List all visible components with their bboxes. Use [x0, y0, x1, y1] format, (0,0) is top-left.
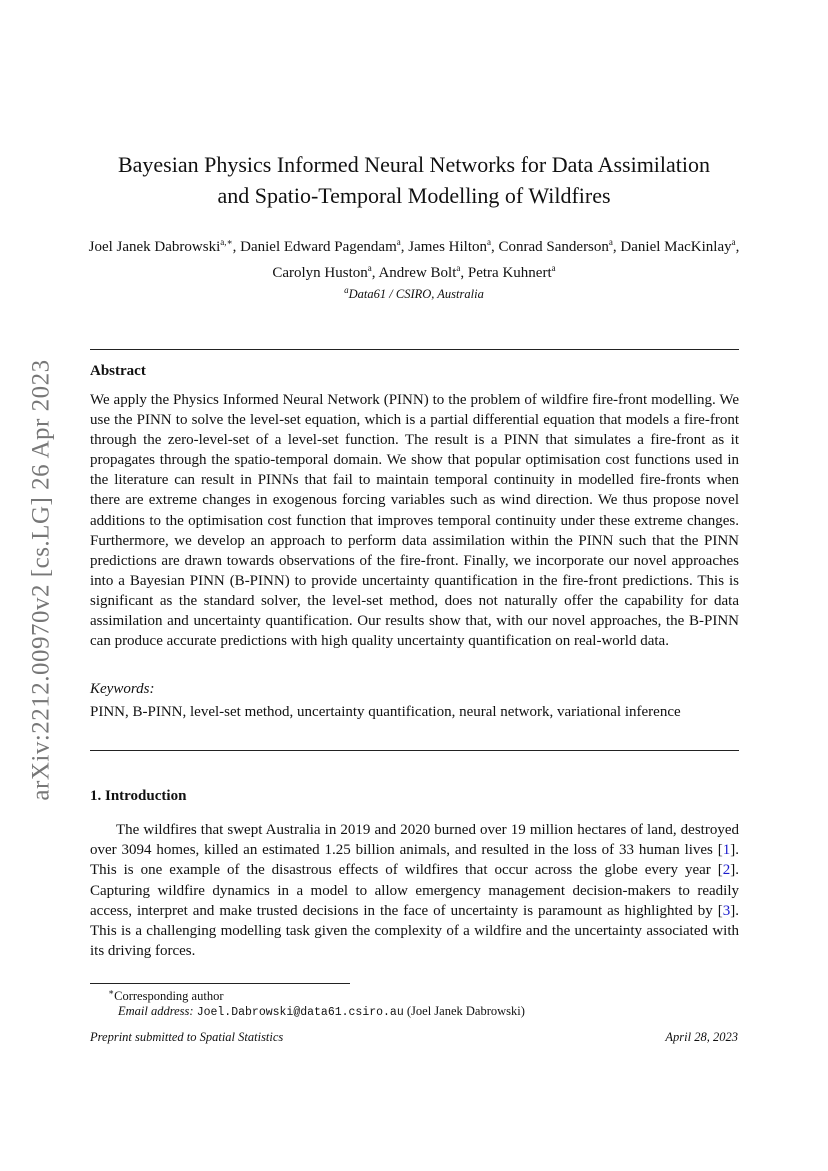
- introduction-text: ]. This is one example of the disastrous effects of wildfires that occur across the globe every year [: [90, 842, 739, 879]
- abstract-bottom-rule: [90, 750, 739, 751]
- footnote-corresponding-text: Corresponding author: [114, 989, 224, 1004]
- author-name: Daniel Edward Pagendam: [240, 239, 397, 255]
- affiliation-mark: a: [344, 285, 349, 295]
- author-name: James Hilton: [408, 239, 487, 255]
- footnote-rule: [90, 983, 350, 984]
- paper-title: [70, 149, 758, 211]
- footnote-email: [118, 1004, 525, 1019]
- author-affiliation-mark: a: [367, 263, 372, 273]
- author-separator: ,: [460, 265, 468, 281]
- author-name: Carolyn Huston: [272, 265, 368, 281]
- affiliation: [90, 285, 738, 302]
- affiliation-text: Data61 / CSIRO, Australia: [348, 287, 484, 302]
- introduction-text: The wildfires that swept Australia in 2019 and 2020 burned over 19 million hectares of land, destroyed over 3094 homes, killed an estimated 1.25 billion animals, and resulted in the loss of 33 human lives [: [90, 822, 739, 859]
- citation-link[interactable]: 3: [722, 902, 731, 919]
- author-list: [82, 232, 746, 284]
- author-name: Petra Kuhnert: [467, 265, 552, 281]
- author-name: Andrew Bolt: [378, 265, 457, 281]
- author-separator: ,: [371, 265, 379, 281]
- citation-link[interactable]: 2: [722, 862, 731, 879]
- author-affiliation-mark: a: [456, 263, 461, 273]
- author-separator: ,: [491, 239, 499, 255]
- introduction-heading: 1. Introduction: [90, 788, 187, 804]
- author-separator: ,: [400, 239, 409, 255]
- author-affiliation-mark: a: [396, 237, 401, 247]
- email-address[interactable]: Joel.Dabrowski@data61.csiro.au: [196, 1006, 404, 1019]
- author-separator: ,: [232, 239, 241, 255]
- abstract-top-rule: [90, 349, 739, 350]
- introduction-text: ]. Capturing wildfire dynamics in a model to allow emergency management decision-makers to readily access, interpret and make trusted decisions in the face of uncertainty is paramount as highlighted by [: [90, 862, 739, 919]
- footnote-corresponding: [108, 987, 223, 1004]
- introduction-paragraph: [90, 820, 739, 961]
- email-owner: (Joel Janek Dabrowski): [406, 1004, 525, 1018]
- author-affiliation-mark: a: [731, 237, 736, 247]
- footnote-mark: ∗: [108, 987, 115, 997]
- title-line-1: Bayesian Physics Informed Neural Networks for Data Assimilation: [117, 152, 711, 177]
- footer-date: April 28, 2023: [665, 1030, 738, 1044]
- author-affiliation-mark: a: [487, 237, 491, 247]
- author-separator: ,: [735, 239, 740, 255]
- citation-link[interactable]: 1: [722, 842, 731, 859]
- introduction-text: ]. This is a challenging modelling task given the complexity of a wildfire and the uncertainty associated with its driving forces.: [90, 902, 739, 960]
- abstract-text: We apply the Physics Informed Neural Network (PINN) to the problem of wildfire fire-front modelling. We use the PINN to solve the level-set equation, which is a partial differential equation that models a fire-front through the zero-level-set of a level-set function. The result is a PINN that simulates a fire-front as it propagates through the spatio-temporal domain. We show that popular optimisation cost functions used in the literature can result in PINNs that fail to maintain temporal continuity in modelled fire-fronts when there are extreme changes in exogenous forcing variables such as wind direction. We thus propose novel additions to the optimisation cost function that improves temporal continuity under these extreme changes. Furthermore, we develop an approach to perform data assimilation within the PINN such that the PINN predictions are drawn towards observations of the fire-front. Finally, we incorporate our novel approaches into a Bayesian PINN (B-PINN) to provide uncertainty quantification in the fire-front predictions. This is significant as the standard solver, the level-set method, does not naturally offer the capability for data assimilation and uncertainty quantification. Our results show that, with our novel approaches, the B-PINN can produce accurate predictions with high quality uncertainty quantification on real-world data.: [90, 392, 739, 650]
- author-separator: ,: [612, 239, 621, 255]
- title-line-2: and Spatio-Temporal Modelling of Wildfires: [217, 183, 611, 208]
- keywords-text: PINN, B-PINN, level-set method, uncertainty quantification, neural network, variational inference: [90, 704, 681, 720]
- author-affiliation-mark: a: [608, 237, 613, 247]
- author-affiliation-mark: a,∗: [220, 237, 233, 247]
- author-affiliation-mark: a: [551, 263, 556, 273]
- footer-submission-note: Preprint submitted to Spatial Statistics: [90, 1030, 284, 1044]
- arxiv-identifier-text: arXiv:2212.00970v2 [cs.LG] 26 Apr 2023: [28, 359, 56, 801]
- email-label: Email address:: [118, 1004, 194, 1018]
- abstract-heading: Abstract: [90, 363, 146, 379]
- arxiv-side-identifier: [17, 260, 67, 900]
- author-name: Joel Janek Dabrowski: [88, 239, 221, 255]
- keywords-heading: Keywords:: [90, 681, 155, 697]
- author-name: Conrad Sanderson: [498, 239, 609, 255]
- author-name: Daniel MacKinlay: [620, 239, 732, 255]
